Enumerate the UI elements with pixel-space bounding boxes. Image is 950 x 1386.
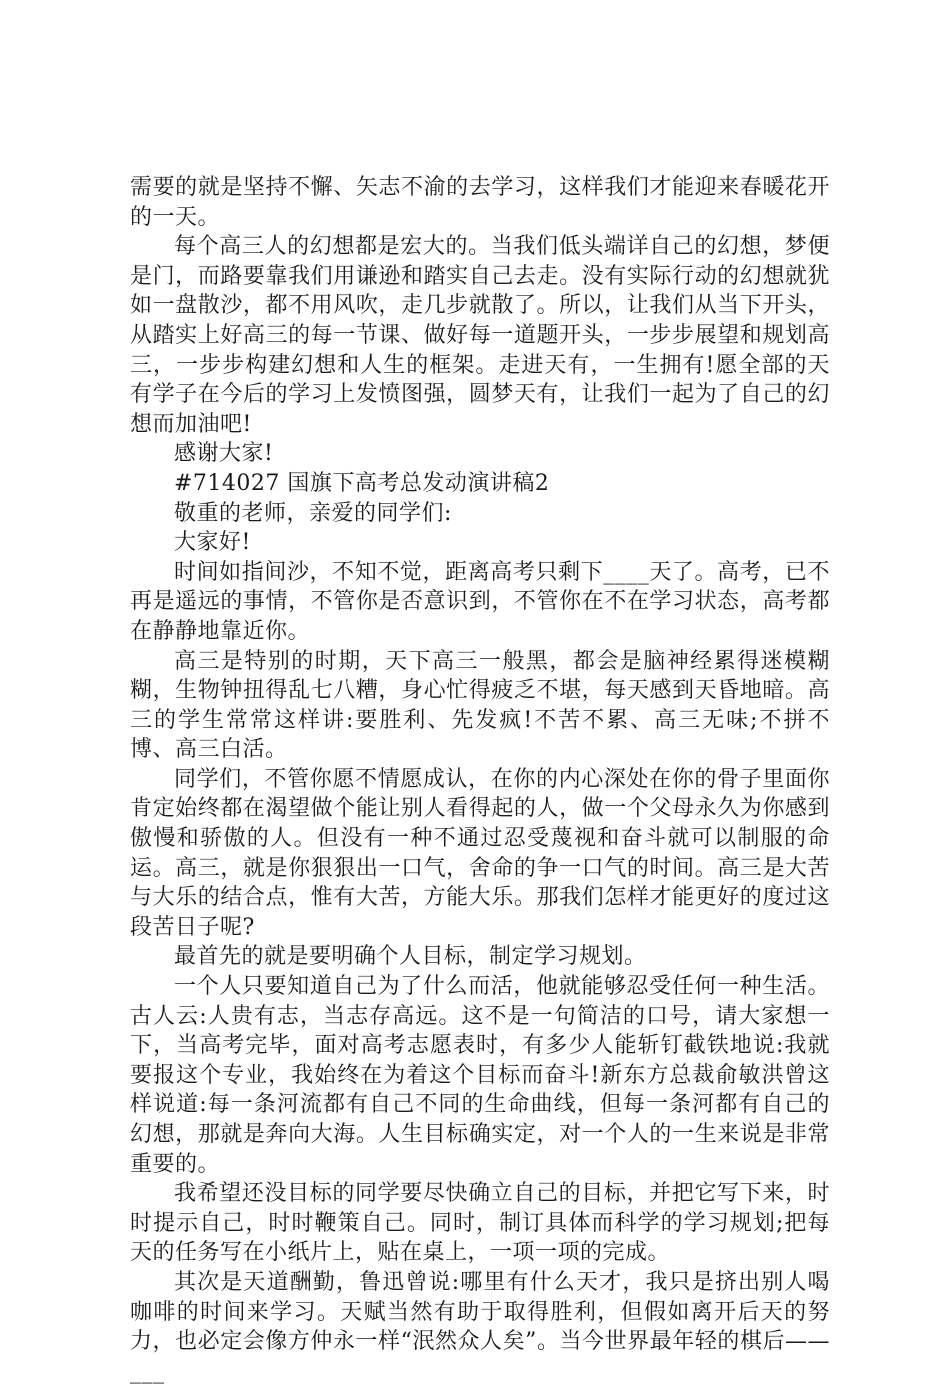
paragraph: 我希望还没目标的同学要尽快确立自己的目标，并把它写下来，时时提示自己，时时鞭策自己。同时，制订具体而科学的学习规划;把每天的任务写在小纸片上，贴在桌上，一项一项的完成。 [130, 1181, 830, 1266]
paragraph: 感谢大家! [174, 441, 274, 467]
paragraph: 每个高三人的幻想都是宏大的。当我们低头端详自己的幻想，梦便是门，而路要靠我们用谦逊和踏实自己去走。没有实际行动的幻想就犹如一盘散沙，都不用风吹，走几步就散了。所以，让我们从当下开头，从踏实上好高三的每一节课、做好每一道题开头，一步步展望和规划高三，一步步构建幻想和人生的框架。走进天有，一生拥有!愿全部的天有学子在今后的学习上发愤图强，圆梦天有，让我们一起为了自己的幻想而加油吧! [130, 234, 830, 437]
document-body [130, 173, 830, 1386]
paragraph: 高三是特别的时期，天下高三一般黑，都会是脑神经累得迷模糊糊，生物钟扭得乱七八糟，身心忙得疲乏不堪，每天感到天昏地暗。高三的学生常常这样讲:要胜利、先发疯!不苦不累、高三无味;不拼不博、高三白活。 [130, 648, 830, 763]
paragraph: 时间如指间沙，不知不觉，距离高考只剩下____天了。高考，已不再是遥远的事情，不管你是否意识到，不管你在不在学习状态，高考都在静静地靠近你。 [130, 559, 830, 644]
paragraph: 其次是天道酬勤，鲁迅曾说:哪里有什么天才，我只是挤出别人喝咖啡的时间来学习。天赋当然有助于取得胜利，但假如离开后天的努力，也必定会像方仲永一样“泯然众人矣”。当今世界最年轻的棋后——___ [130, 1269, 830, 1384]
paragraph: 同学们，不管你愿不情愿成认，在你的内心深处在你的骨子里面你肯定始终都在渴望做个能让别人看得起的人，做一个父母永久为你感到傲慢和骄傲的人。但没有一种不通过忍受蔑视和奋斗就可以制服的命运。高三，就是你狠狠出一口气，舍命的争一口气的时间。高三是大苦与大乐的结合点，惟有大苦，方能大乐。那我们怎样才能更好的度过这段苦日子呢? [130, 766, 830, 940]
paragraph: 一个人只要知道自己为了什么而活，他就能够忍受任何一种生活。古人云:人贵有志，当志存高远。这不是一句简洁的口号，请大家想一下，当高考完毕，面对高考志愿表时，有多少人能斩钉截铁地说:我就要报这个专业，我始终在为着这个目标而奋斗!新东方总裁俞敏洪曾这样说道:每一条河流都有自己不同的生命曲线，但每一条河都有自己的幻想，那就是奔向大海。人生目标确实定，对一个人的一生来说是非常重要的。 [130, 974, 830, 1177]
salutation: 敬重的老师，亲爱的同学们: [174, 500, 452, 526]
paragraph: 最首先的就是要明确个人目标，制定学习规划。 [174, 944, 647, 970]
greeting: 大家好! [174, 530, 251, 556]
paragraph: 需要的就是坚持不懈、矢志不渝的去学习，这样我们才能迎来春暖花开的一天。 [130, 175, 830, 230]
speech-title: #714027 国旗下高考总发动演讲稿2 [174, 470, 550, 496]
